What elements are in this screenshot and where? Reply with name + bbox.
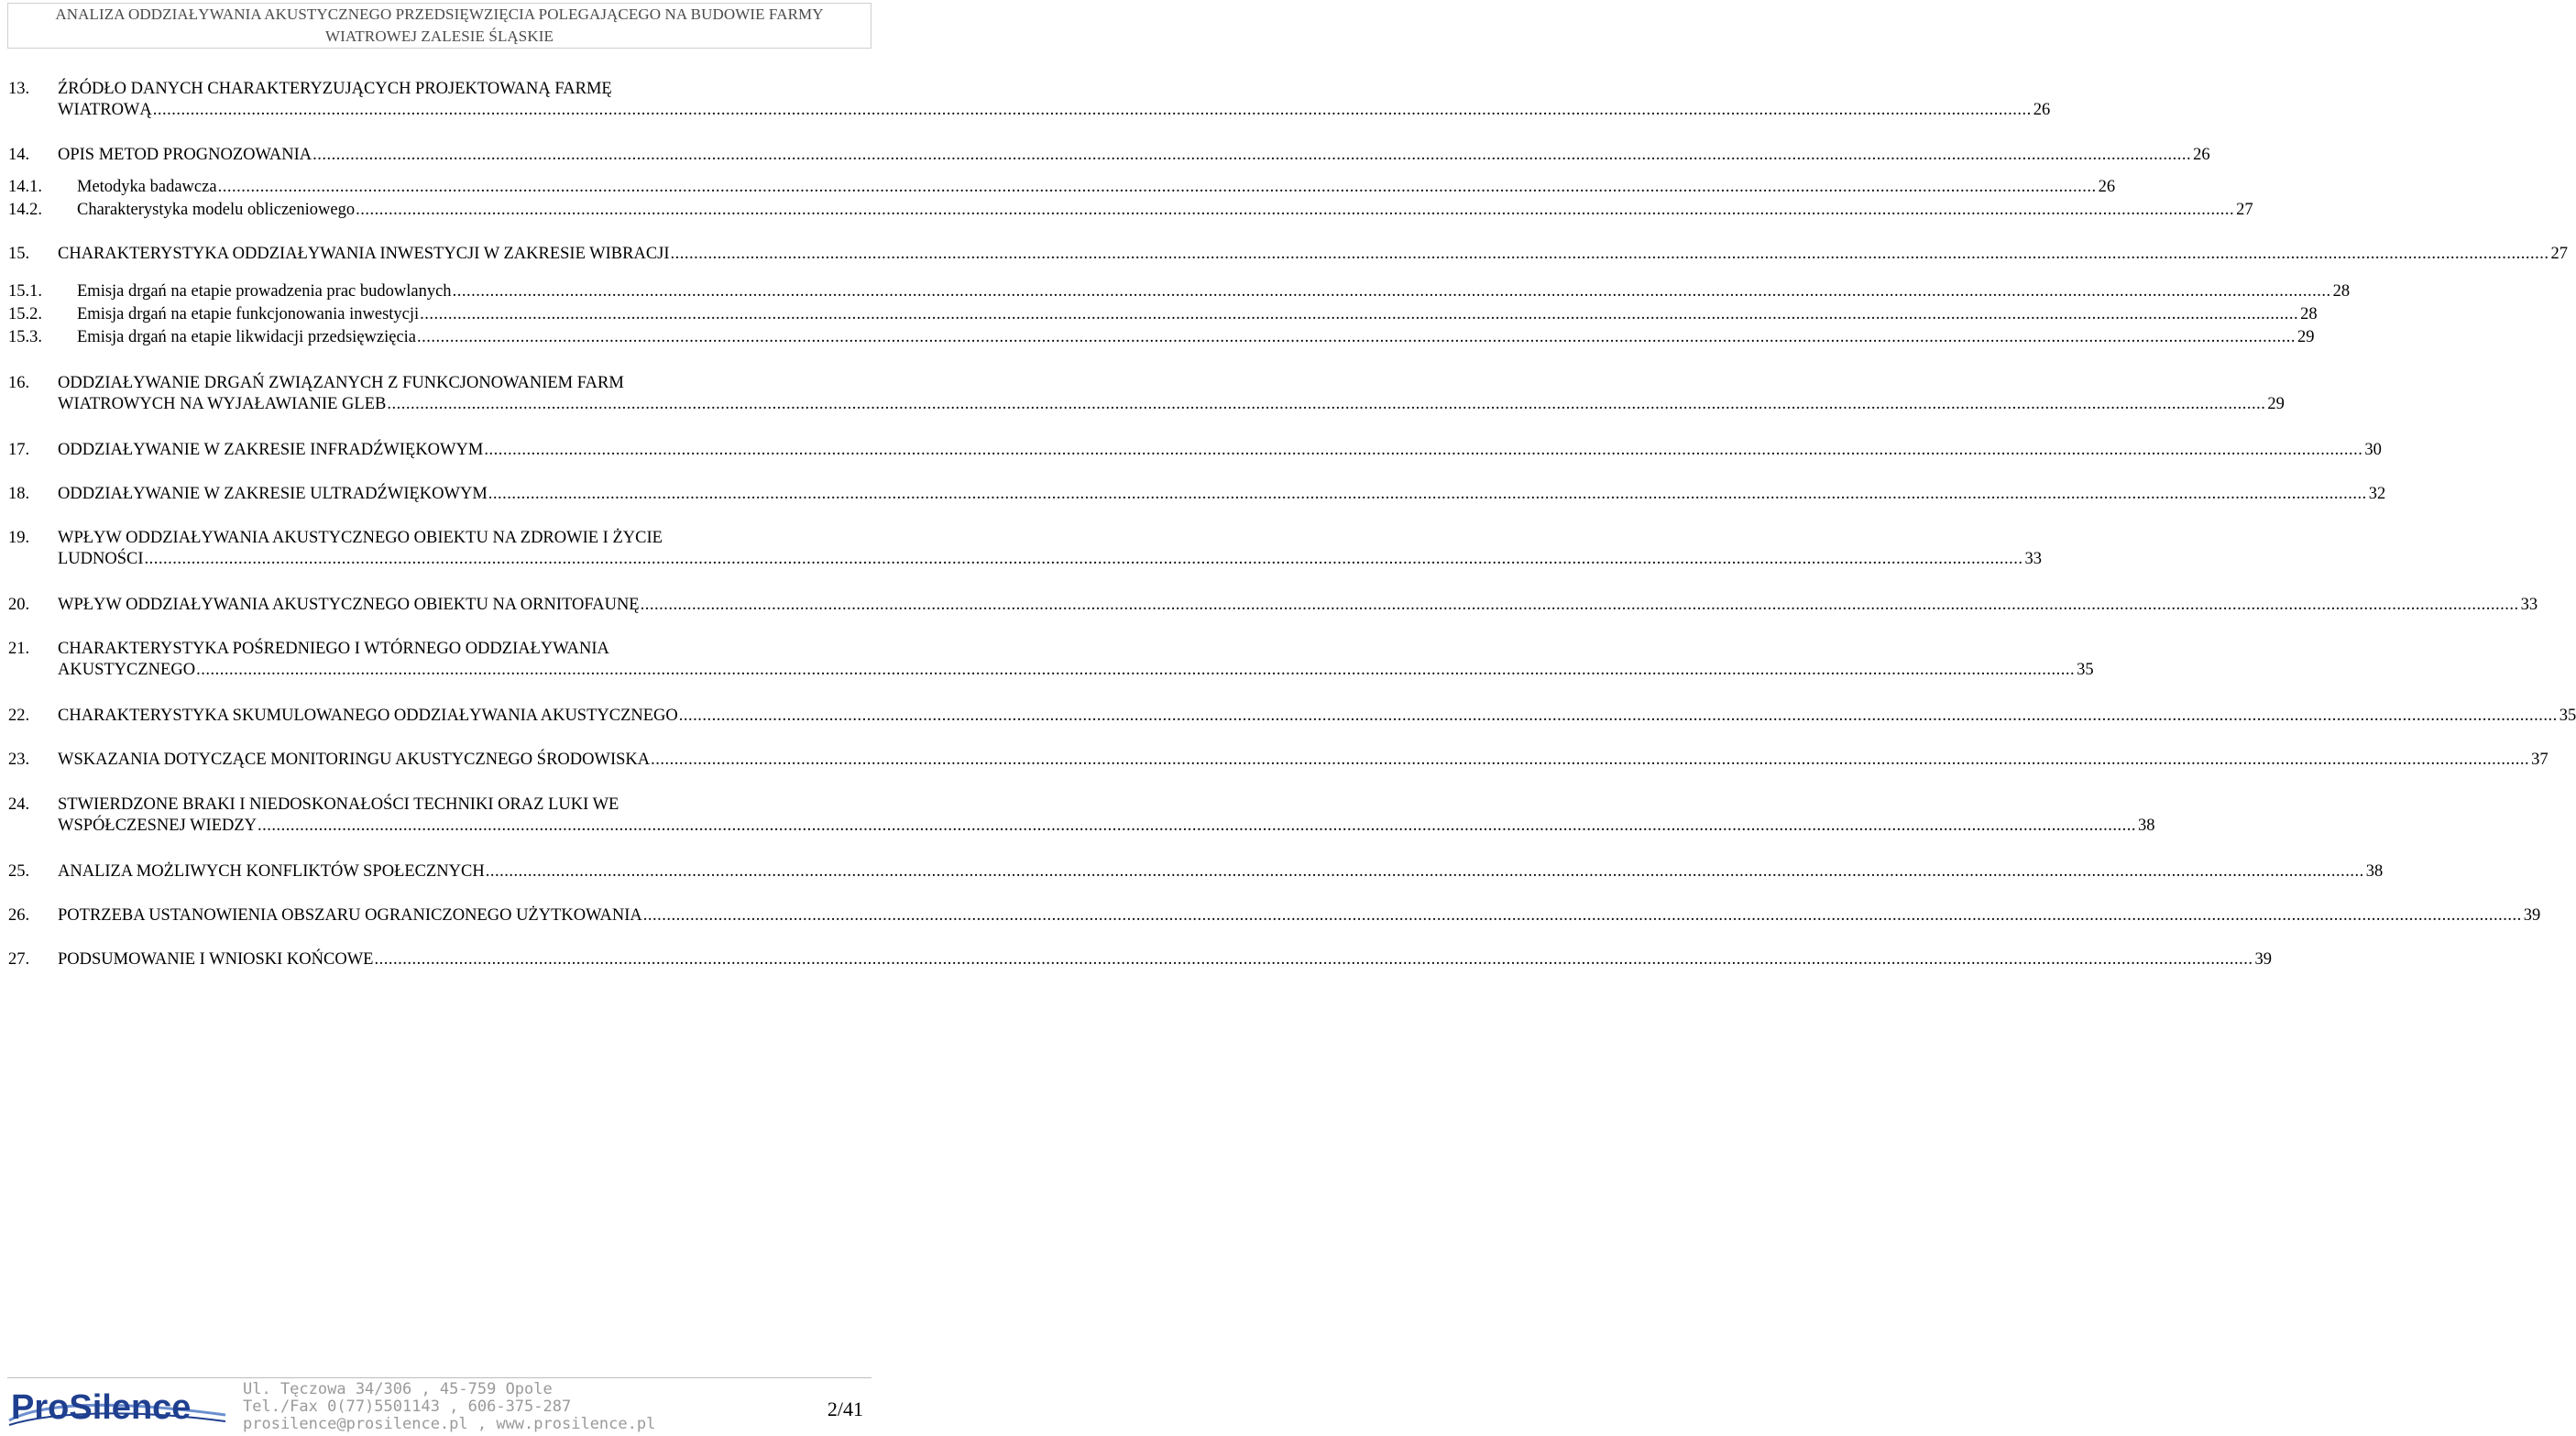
toc-entry-page: 32	[2368, 485, 2386, 503]
toc-entry-title: ANALIZA MOŻLIWYCH KONFLIKTÓW SPOŁECZNYCH	[58, 862, 485, 881]
toc-entry-number: 25.	[8, 862, 30, 881]
toc-entry-number: 21.	[8, 640, 30, 658]
toc-entry-title: POTRZEBA USTANOWIENIA OBSZARU OGRANICZONEGO UŻYTKOWANIA	[58, 906, 642, 925]
toc-entry-number: 15.1.	[8, 282, 42, 301]
toc-entry-title: ODDZIAŁYWANIE DRGAŃ ZWIĄZANYCH Z FUNKCJONOWANIEM FARM	[58, 374, 624, 392]
toc-entry-page: 28	[2300, 305, 2318, 323]
header-title-line1: ANALIZA ODDZIAŁYWANIA AKUSTYCZNEGO PRZEDSIĘWZIĘCIA POLEGAJĄCEGO NA BUDOWIE FARMY	[55, 5, 824, 23]
page-number: 2/41	[827, 1398, 863, 1420]
toc-entry-page: 29	[2267, 395, 2285, 413]
toc-entry-title: WSPÓŁCZESNEJ WIEDZY	[58, 817, 258, 835]
toc-leader-dots: ................................................................................................................................................................................................................................................................................................................................................................................................................	[485, 862, 2364, 881]
toc-entry-title: Emisja drgań na etapie prowadzenia prac budowlanych	[77, 282, 452, 301]
toc-leader-dots: ................................................................................................................................................................................................................................................................................................................................................................................................................	[642, 906, 2522, 925]
toc-entry-page: 29	[2297, 328, 2315, 346]
toc-entry-page: 33	[2024, 550, 2043, 568]
toc-entry-title: CHARAKTERYSTYKA SKUMULOWANEGO ODDZIAŁYWANIA AKUSTYCZNEGO	[58, 707, 678, 725]
toc-leader-dots: ................................................................................................................................................................................................................................................................................................................................................................................................................	[258, 817, 2137, 835]
toc-entry-number: 17.	[8, 441, 30, 459]
toc-leader-dots: ................................................................................................................................................................................................................................................................................................................................................................................................................	[387, 395, 2266, 413]
toc-entry-number: 26.	[8, 906, 30, 925]
toc-entry-page: 38	[2138, 817, 2155, 835]
toc-entry-title: AKUSTYCZNEGO	[58, 661, 196, 679]
toc-entry-title: WSKAZANIA DOTYCZĄCE MONITORINGU AKUSTYCZNEGO ŚRODOWISKA	[58, 751, 651, 769]
toc-leader-dots: ................................................................................................................................................................................................................................................................................................................................................................................................................	[217, 178, 2097, 196]
toc-entry-number: 20.	[8, 596, 30, 614]
toc-leader-dots: ................................................................................................................................................................................................................................................................................................................................................................................................................	[678, 707, 2558, 725]
toc-leader-dots: ................................................................................................................................................................................................................................................................................................................................................................................................................	[670, 245, 2549, 263]
toc-leader-dots: ................................................................................................................................................................................................................................................................................................................................................................................................................	[144, 550, 2023, 568]
toc-entry-title: Emisja drgań na etapie likwidacji przedsięwzięcia	[77, 328, 417, 346]
toc-entry-title: WIATROWĄ	[58, 101, 152, 119]
logo-wordmark: ProSilence	[11, 1388, 192, 1427]
toc-entry-number: 16.	[8, 374, 30, 392]
toc-entry-page: 38	[2365, 862, 2384, 881]
toc-entry-title: CHARAKTERYSTYKA POŚREDNIEGO I WTÓRNEGO ODDZIAŁYWANIA	[58, 640, 609, 658]
toc-entry-title: WPŁYW ODDZIAŁYWANIA AKUSTYCZNEGO OBIEKTU NA ORNITOFAUNĘ	[58, 596, 640, 614]
header-title-line2: WIATROWEJ ZALESIE ŚLĄSKIE	[325, 27, 554, 45]
footer-address: Ul. Tęczowa 34/306 , 45-759 Opole	[243, 1380, 553, 1398]
footer-contact	[243, 1381, 655, 1433]
toc-entry-title: CHARAKTERYSTYKA ODDZIAŁYWANIA INWESTYCJI W ZAKRESIE WIBRACJI	[58, 245, 670, 263]
toc-entry-number: 15.	[8, 245, 30, 263]
toc-entry-page: 26	[2193, 146, 2210, 164]
toc-entry-page: 26	[2033, 101, 2051, 119]
toc-leader-dots: ................................................................................................................................................................................................................................................................................................................................................................................................................	[196, 661, 2076, 679]
toc-entry-number: 22.	[8, 707, 30, 725]
toc-leader-dots: ................................................................................................................................................................................................................................................................................................................................................................................................................	[417, 328, 2296, 346]
toc-entry-number: 18.	[8, 485, 30, 503]
toc-entry-page: 37	[2531, 751, 2549, 769]
toc-leader-dots: ................................................................................................................................................................................................................................................................................................................................................................................................................	[374, 950, 2253, 969]
footer-divider	[7, 1377, 871, 1378]
toc-entry-page: 39	[2254, 950, 2272, 969]
toc-leader-dots: ................................................................................................................................................................................................................................................................................................................................................................................................................	[651, 751, 2530, 769]
toc-entry-number: 14.2.	[8, 201, 42, 219]
toc-entry-title: LUDNOŚCI	[58, 550, 144, 568]
toc-entry-title: WPŁYW ODDZIAŁYWANIA AKUSTYCZNEGO OBIEKTU NA ZDROWIE I ŻYCIE	[58, 529, 663, 547]
footer-email-www: prosilence@prosilence.pl , www.prosilence.pl	[243, 1415, 656, 1433]
toc-leader-dots: ................................................................................................................................................................................................................................................................................................................................................................................................................	[488, 485, 2367, 503]
toc-entry-page: 30	[2364, 441, 2382, 459]
toc-entry-title: ODDZIAŁYWANIE W ZAKRESIE INFRADŹWIĘKOWYM	[58, 441, 484, 459]
toc-entry-title: WIATROWYCH NA WYJAŁAWIANIE GLEB	[58, 395, 387, 413]
footer-phone: Tel./Fax 0(77)5501143 , 606-375-287	[243, 1398, 572, 1416]
toc-entry-number: 24.	[8, 795, 30, 814]
toc-entry-number: 27.	[8, 950, 30, 969]
toc-entry-page: 35	[2559, 707, 2576, 725]
toc-leader-dots: ................................................................................................................................................................................................................................................................................................................................................................................................................	[152, 101, 2032, 119]
toc-entry-page: 27	[2550, 245, 2569, 263]
toc-entry-title: PODSUMOWANIE I WNIOSKI KOŃCOWE	[58, 950, 374, 969]
toc-leader-dots: ................................................................................................................................................................................................................................................................................................................................................................................................................	[420, 305, 2299, 323]
toc-entry-number: 15.3.	[8, 328, 42, 346]
toc-entry-title: ŹRÓDŁO DANYCH CHARAKTERYZUJĄCYCH PROJEKTOWANĄ FARMĘ	[58, 80, 612, 98]
toc-leader-dots: ................................................................................................................................................................................................................................................................................................................................................................................................................	[452, 282, 2331, 301]
toc-entry-number: 14.1.	[8, 178, 42, 196]
toc-entry-number: 23.	[8, 751, 30, 769]
toc-entry-title: Charakterystyka modelu obliczeniowego	[77, 201, 356, 219]
toc-entry-number: 15.2.	[8, 305, 42, 323]
prosilence-logo	[7, 1384, 227, 1431]
toc-leader-dots: ................................................................................................................................................................................................................................................................................................................................................................................................................	[640, 596, 2519, 614]
toc-entry-page: 28	[2332, 282, 2351, 301]
page-header	[7, 3, 871, 49]
toc-entry-title: ODDZIAŁYWANIE W ZAKRESIE ULTRADŹWIĘKOWYM	[58, 485, 488, 503]
toc-entry-page: 33	[2520, 596, 2538, 614]
toc-leader-dots: ................................................................................................................................................................................................................................................................................................................................................................................................................	[484, 441, 2363, 459]
toc-entry-page: 27	[2236, 201, 2253, 219]
toc-entry-title: STWIERDZONE BRAKI I NIEDOSKONAŁOŚCI TECHNIKI ORAZ LUKI WE	[58, 795, 619, 814]
toc-leader-dots: ................................................................................................................................................................................................................................................................................................................................................................................................................	[312, 146, 2192, 164]
toc-entry-number: 13.	[8, 80, 30, 98]
toc-entry-page: 26	[2098, 178, 2116, 196]
toc-leader-dots: ................................................................................................................................................................................................................................................................................................................................................................................................................	[356, 201, 2235, 219]
toc-entry-page: 35	[2077, 661, 2094, 679]
toc-entry-number: 19.	[8, 529, 30, 547]
toc-entry-title: Emisja drgań na etapie funkcjonowania inwestycji	[77, 305, 420, 323]
toc-entry-title: OPIS METOD PROGNOZOWANIA	[58, 146, 312, 164]
toc-entry-page: 39	[2523, 906, 2541, 925]
toc-entry-number: 14.	[8, 146, 30, 164]
toc-entry-title: Metodyka badawcza	[77, 178, 217, 196]
